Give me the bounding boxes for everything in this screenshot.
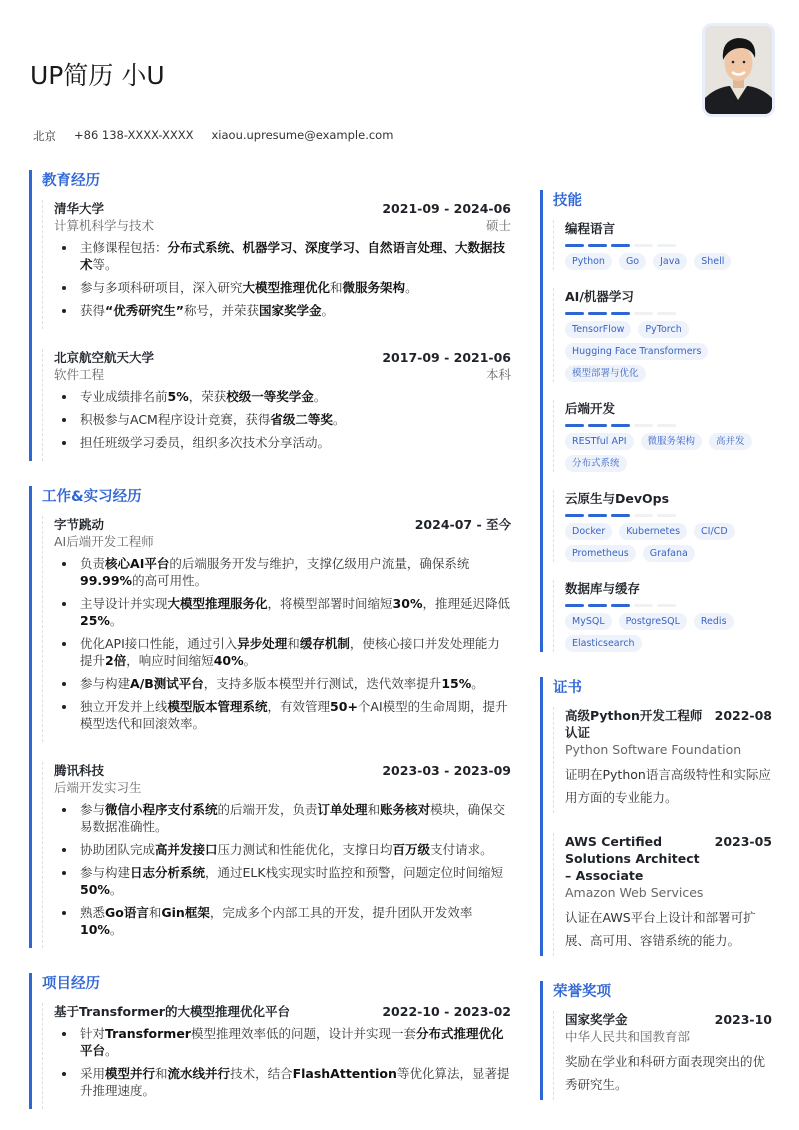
text: 的高可用性。 (132, 573, 208, 588)
text: 。 (405, 280, 418, 295)
bullet-item (54, 434, 511, 451)
bullet-list (54, 239, 511, 319)
skill-group (553, 580, 772, 652)
bullet-item (54, 801, 511, 835)
text: ，通过ELK栈实现实时监控和预警，问题定位时间缩短 (205, 865, 504, 880)
level-segment (565, 244, 584, 247)
level-segment (634, 424, 653, 427)
bold-text: 分布式推理优化平台 (80, 1026, 504, 1058)
bullet-item (54, 239, 511, 273)
entry-date: 2024-07 - 至今 (414, 517, 511, 532)
section-title: 教育经历 (42, 173, 100, 189)
skills-section (540, 190, 772, 652)
bullet-list (54, 801, 511, 938)
entry-date: 2021-09 - 2024-06 (382, 201, 511, 216)
bullet-item (54, 302, 511, 319)
bullet-item (54, 411, 511, 428)
text: 和 (367, 802, 381, 817)
text: 负责 (80, 556, 106, 571)
bullet-item (54, 279, 511, 296)
level-segment (565, 604, 584, 607)
bold-text: A/B测试平台 (130, 676, 204, 691)
skill-level-bar (565, 312, 772, 315)
text: 。 (109, 882, 123, 897)
entry (42, 762, 511, 948)
text: ，推理延迟降低 (422, 596, 510, 611)
entry-title: 国家奖学金 (565, 1012, 628, 1027)
entry-title: AWS Certified Solutions Architect – Associate (565, 834, 700, 883)
entry-issuer: Amazon Web Services (565, 885, 704, 900)
entry-title: 北京航空航天大学 (54, 350, 155, 365)
skill-group (553, 490, 772, 562)
skill-tags (565, 253, 772, 270)
text: 参与构建 (80, 676, 131, 691)
skill-tag: PostgreSQL (619, 613, 687, 630)
side-column (540, 190, 772, 1125)
skill-tags (565, 433, 772, 472)
entry-header (54, 762, 511, 779)
text: 和 (330, 280, 343, 295)
bold-text: 模型并行 (105, 1066, 156, 1081)
level-segment (657, 604, 676, 607)
level-segment (565, 312, 584, 315)
bold-text: 10% (80, 922, 110, 937)
bold-text: 50+ (330, 699, 358, 714)
skill-tag: Java (653, 253, 687, 270)
bold-text: 分布式系统、机器学习、深度学习、自然语言处理、大数据技术 (80, 240, 506, 272)
bold-text: 5% (167, 389, 189, 404)
level-segment (611, 312, 630, 315)
text: 。 (321, 303, 334, 318)
level-segment (611, 244, 630, 247)
bullet-item (54, 1025, 511, 1059)
entry-description: 奖励在学业和科研方面表现突出的优秀研究生。 (565, 1054, 766, 1092)
bold-text: 校级一等奖学金 (226, 389, 314, 404)
bold-text: 50% (80, 882, 110, 897)
bold-text: Transformer (105, 1026, 191, 1041)
bold-text: 微服务架构 (342, 280, 406, 295)
text: ，将模型部署时间缩短 (267, 596, 393, 611)
bold-text: 微信小程序支付系统 (105, 802, 218, 817)
phone: +86 138-XXXX-XXXX (74, 128, 194, 142)
entry-header (54, 516, 511, 533)
skill-tag: MySQL (565, 613, 612, 630)
level-segment (634, 312, 653, 315)
text: 模块，确保交易数据准确性。 (80, 802, 506, 834)
text: 担任班级学习委员，组织多次技术分享活动。 (80, 435, 331, 450)
bold-text: 大模型推理服务化 (167, 596, 268, 611)
skill-level-bar (565, 244, 772, 247)
bold-text: 缓存机制 (299, 636, 350, 651)
bold-text: 流水线并行 (167, 1066, 231, 1081)
skill-tag: Go (619, 253, 646, 270)
text: 称号，并荣获 (183, 303, 259, 318)
skill-tag: Prometheus (565, 545, 636, 562)
entry-date: 2022-10 - 2023-02 (382, 1004, 511, 1019)
section-title: 工作&实习经历 (42, 489, 142, 505)
text: 。 (109, 922, 123, 937)
text: 。 (243, 653, 257, 668)
section-title: 证书 (553, 680, 582, 696)
bullet-item (54, 388, 511, 405)
level-segment (565, 514, 584, 517)
bullet-item (54, 675, 511, 692)
entry-role: 后端开发实习生 (54, 780, 142, 795)
skill-level-bar (565, 514, 772, 517)
skill-group (553, 400, 772, 472)
text: 。 (313, 389, 327, 404)
honors-section (540, 981, 772, 1100)
entry-role: 计算机科学与技术 (54, 218, 155, 233)
text: 。 (105, 1043, 118, 1058)
certificates-section (540, 677, 772, 956)
entry-subheader (54, 217, 511, 234)
bold-text: 账务核对 (380, 802, 431, 817)
location: 北京 (33, 129, 56, 143)
bold-text: 订单处理 (317, 802, 368, 817)
bullet-item (54, 1065, 511, 1099)
text: 主修课程包括： (80, 240, 168, 255)
bold-text: “优秀研究生” (105, 303, 184, 318)
bold-text: 日志分析系统 (130, 865, 206, 880)
section-title: 项目经历 (42, 976, 100, 992)
skill-tag: 高并发 (709, 433, 752, 450)
bullet-list (54, 388, 511, 451)
text: 技术，结合 (230, 1066, 293, 1081)
skill-tag: Redis (694, 613, 734, 630)
bold-text: 大模型推理优化 (242, 280, 331, 295)
level-segment (588, 312, 607, 315)
level-segment (611, 514, 630, 517)
bold-text: 高并发接口 (155, 842, 218, 857)
text: 主导设计并实现 (80, 596, 168, 611)
text: 压力测试和性能优化，支撑日均 (217, 842, 393, 857)
level-segment (611, 604, 630, 607)
text: ，使核心接口并发处理能力提升 (80, 636, 500, 668)
text: 和 (287, 636, 300, 651)
level-segment (588, 604, 607, 607)
bullet-item (54, 555, 511, 589)
text: 等。 (92, 257, 118, 272)
candidate-name: UP简历 小U (30, 61, 165, 90)
text: 专业成绩排名前 (80, 389, 168, 404)
text: 协助团队完成 (80, 842, 156, 857)
entry-date: 2022-08 (714, 708, 772, 723)
text: 等优化算法，显著提升推理速度。 (80, 1066, 510, 1098)
bold-text: 国家奖学金 (258, 303, 322, 318)
skill-level-bar (565, 604, 772, 607)
entry-description: 证明在Python语言高级特性和实际应用方面的专业能力。 (565, 767, 771, 805)
level-segment (634, 514, 653, 517)
level-segment (565, 424, 584, 427)
bullet-item (54, 841, 511, 858)
entry (553, 707, 772, 813)
work-section (29, 486, 511, 948)
entry-date: 2017-09 - 2021-06 (382, 350, 511, 365)
bullet-item (54, 904, 511, 938)
entry-header (54, 349, 511, 366)
level-segment (588, 244, 607, 247)
entry-header (54, 1003, 511, 1020)
level-segment (657, 312, 676, 315)
entry-date: 2023-03 - 2023-09 (382, 763, 511, 778)
entry (42, 516, 511, 742)
text: 针对 (80, 1026, 106, 1041)
bullet-item (54, 864, 511, 898)
text: 的后端开发，负责 (217, 802, 318, 817)
text: 的后端服务开发与维护，支撑亿级用户流量，确保系统 (169, 556, 470, 571)
skill-tag: Python (565, 253, 612, 270)
text: 。 (332, 412, 346, 427)
skill-tag: Kubernetes (619, 523, 687, 540)
bold-text: 30% (392, 596, 423, 611)
entry-header (54, 200, 511, 217)
entry-role: 软件工程 (54, 367, 105, 382)
bold-text: 百万级 (392, 842, 431, 857)
entry (553, 833, 772, 956)
skill-tag: PyTorch (638, 321, 688, 338)
entry-title: 基于Transformer的大模型推理优化平台 (54, 1004, 290, 1019)
level-segment (634, 604, 653, 607)
text: 优化API接口性能，通过引入 (80, 636, 238, 651)
skill-group (553, 288, 772, 382)
entry-title: 清华大学 (54, 201, 105, 216)
bold-text: 异步处理 (237, 636, 288, 651)
text: 支付请求。 (430, 842, 493, 857)
text: 个AI模型的生命周期，提升模型迭代和回滚效率。 (80, 699, 508, 731)
level-segment (588, 424, 607, 427)
level-segment (657, 514, 676, 517)
contact-info (33, 128, 393, 144)
text: 获得 (80, 303, 106, 318)
bold-text: Go语言 (105, 905, 149, 920)
skill-tag: TensorFlow (565, 321, 631, 338)
text: ，响应时间缩短 (126, 653, 214, 668)
skill-group-title: 云原生与DevOps (565, 491, 670, 506)
text: 参与构建 (80, 865, 131, 880)
bold-text: 99.99% (80, 573, 133, 588)
bold-text: 2倍 (105, 653, 127, 668)
skill-group-title: 数据库与缓存 (565, 581, 641, 596)
entry-date: 2023-05 (714, 834, 772, 849)
text: 熟悉 (80, 905, 106, 920)
entry-title: 字节跳动 (54, 517, 105, 532)
text: 采用 (80, 1066, 106, 1081)
skill-level-bar (565, 424, 772, 427)
level-segment (657, 244, 676, 247)
entry-header (565, 1011, 772, 1028)
section-title: 荣誉奖项 (553, 984, 611, 1000)
skill-tag: Hugging Face Transformers (565, 343, 708, 360)
bold-text: 40% (213, 653, 244, 668)
education-section (29, 170, 511, 461)
entry-date: 2023-10 (714, 1012, 772, 1027)
section-title: 技能 (553, 193, 582, 209)
text: ，支持多版本模型并行测试，迭代效率提升 (203, 676, 442, 691)
text: 。 (109, 613, 123, 628)
skill-tag: 模型部署与优化 (565, 365, 646, 382)
entry-degree: 本科 (485, 367, 511, 382)
skill-tag: Elasticsearch (565, 635, 642, 652)
skill-tag: Docker (565, 523, 612, 540)
skill-tag: 微服务架构 (641, 433, 703, 450)
entry-subheader (54, 779, 511, 796)
email: xiaou.upresume@example.com (211, 128, 394, 142)
text: 模型推理效率低的问题，设计并实现一套 (190, 1026, 416, 1041)
skill-group-title: AI/机器学习 (565, 289, 634, 304)
level-segment (611, 424, 630, 427)
level-segment (657, 424, 676, 427)
skill-tag: RESTful API (565, 433, 634, 450)
entry-subheader (54, 533, 511, 550)
entry (553, 1011, 772, 1100)
entry-description: 认证在AWS平台上设计和部署可扩展、高可用、容错系统的能力。 (565, 910, 756, 948)
level-segment (634, 244, 653, 247)
entry (42, 1003, 511, 1109)
skill-tags (565, 321, 772, 382)
profile-photo (705, 26, 772, 114)
skill-group-title: 编程语言 (565, 221, 616, 236)
entry-subheader (54, 366, 511, 383)
text: 独立开发并上线 (80, 699, 168, 714)
entry-title: 高级Python开发工程师认证 (565, 708, 703, 740)
bold-text: 模型版本管理系统 (167, 699, 268, 714)
skill-tag: Grafana (643, 545, 695, 562)
text: ，有效管理 (267, 699, 331, 714)
bold-text: Gin框架 (161, 905, 210, 920)
text: 积极参与ACM程序设计竞赛，获得 (80, 412, 271, 427)
skill-tags (565, 613, 772, 652)
text: 和 (155, 1066, 168, 1081)
skill-tag: CI/CD (694, 523, 735, 540)
text: 。 (471, 676, 484, 691)
bullet-item (54, 698, 511, 732)
entry-title: 腾讯科技 (54, 763, 105, 778)
projects-section (29, 973, 511, 1109)
entry-issuer: 中华人民共和国教育部 (565, 1029, 691, 1044)
text: 参与多项科研项目，深入研究 (80, 280, 243, 295)
text: 参与 (80, 802, 106, 817)
entry-header (565, 707, 772, 741)
bullet-list (54, 555, 511, 732)
entry-issuer: Python Software Foundation (565, 742, 742, 757)
skill-group-title: 后端开发 (565, 401, 616, 416)
bullet-list (54, 1025, 511, 1099)
entry (42, 200, 511, 329)
text: ，完成多个内部工具的开发，提升团队开发效率 (209, 905, 473, 920)
bold-text: 省级二等奖 (270, 412, 333, 427)
bold-text: 核心AI平台 (105, 556, 170, 571)
skill-tag: Shell (694, 253, 731, 270)
skill-tags (565, 523, 772, 562)
entry-degree: 硕士 (485, 218, 511, 233)
level-segment (588, 514, 607, 517)
bold-text: FlashAttention (292, 1066, 397, 1081)
entry (42, 349, 511, 461)
skill-group (553, 220, 772, 270)
bullet-item (54, 635, 511, 669)
text: ，荣获 (188, 389, 227, 404)
text: 和 (148, 905, 162, 920)
entry-header (565, 833, 772, 884)
bullet-item (54, 595, 511, 629)
bold-text: 15% (441, 676, 472, 691)
entry-role: AI后端开发工程师 (54, 534, 154, 549)
skill-tag: 分布式系统 (565, 455, 627, 472)
bold-text: 25% (80, 613, 110, 628)
main-column (29, 170, 511, 1130)
